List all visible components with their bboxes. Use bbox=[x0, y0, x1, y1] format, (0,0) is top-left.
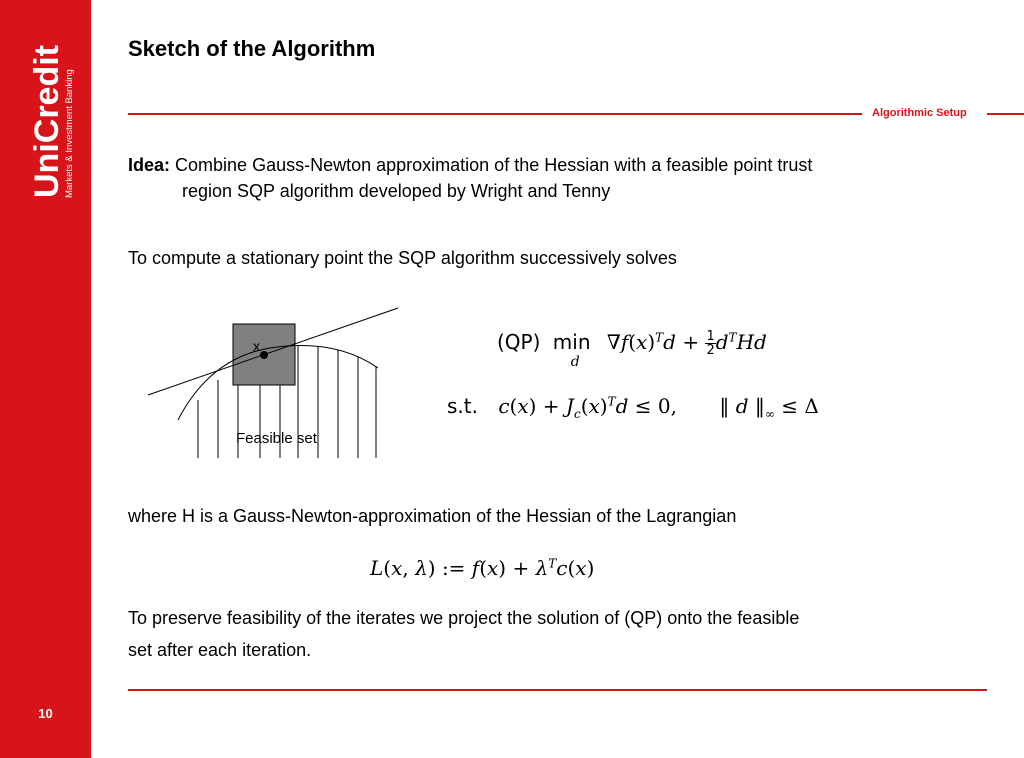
qp-min: min bbox=[552, 330, 591, 354]
idea-paragraph bbox=[128, 149, 812, 181]
idea-text-line1: Combine Gauss-Newton approximation of the Hessian with a feasible point trust bbox=[175, 155, 813, 175]
unicredit-logo bbox=[10, 30, 80, 200]
slide-title: Sketch of the Algorithm bbox=[128, 36, 376, 61]
footer-rule bbox=[128, 689, 987, 691]
where-text: where H is a Gauss-Newton-approximation of the Hessian of the Lagrangian bbox=[128, 506, 737, 526]
closing-line1: To preserve feasibility of the iterates we project the solution of (QP) onto the feasible bbox=[128, 608, 800, 628]
page-number: 10 bbox=[38, 706, 53, 721]
qp-min-sub: d bbox=[570, 354, 580, 370]
closing-line2: set after each iteration. bbox=[128, 640, 312, 660]
point-label: x bbox=[253, 338, 260, 354]
header-rule-left bbox=[128, 113, 862, 115]
qp-label: (QP) bbox=[497, 330, 541, 354]
qp-st: s.t. bbox=[447, 394, 478, 418]
feasible-set-figure bbox=[140, 300, 410, 465]
idea-text-line2: region SQP algorithm developed by Wright and Tenny bbox=[182, 181, 611, 201]
lagrangian-formula: L(x, λ) := $f(x) + \lambda^Tc(x)$ bbox=[370, 556, 595, 580]
svg-text:UniCredit: UniCredit bbox=[28, 45, 66, 198]
svg-text:Markets & Investment Banking: Markets & Investment Banking bbox=[64, 69, 75, 198]
qp-constraints: s.t. $c(x) + J_c(x)^Td \le 0$, ‖ d $‖_\infty \le \Delta$ bbox=[447, 394, 819, 421]
feasible-set-label: Feasible set bbox=[236, 430, 317, 447]
current-point bbox=[260, 351, 268, 359]
idea-label: Idea: bbox=[128, 155, 171, 175]
header-rule-right bbox=[987, 113, 1024, 115]
qp-objective: (QP) min d $\nabla f(x)^Td$ + $\frac{1}{2}$ $d^THd$ bbox=[497, 329, 767, 370]
intro-text: To compute a stationary point the SQP algorithm successively solves bbox=[128, 248, 677, 268]
brand-sidebar bbox=[0, 0, 91, 758]
section-label: Algorithmic Setup bbox=[872, 107, 967, 119]
